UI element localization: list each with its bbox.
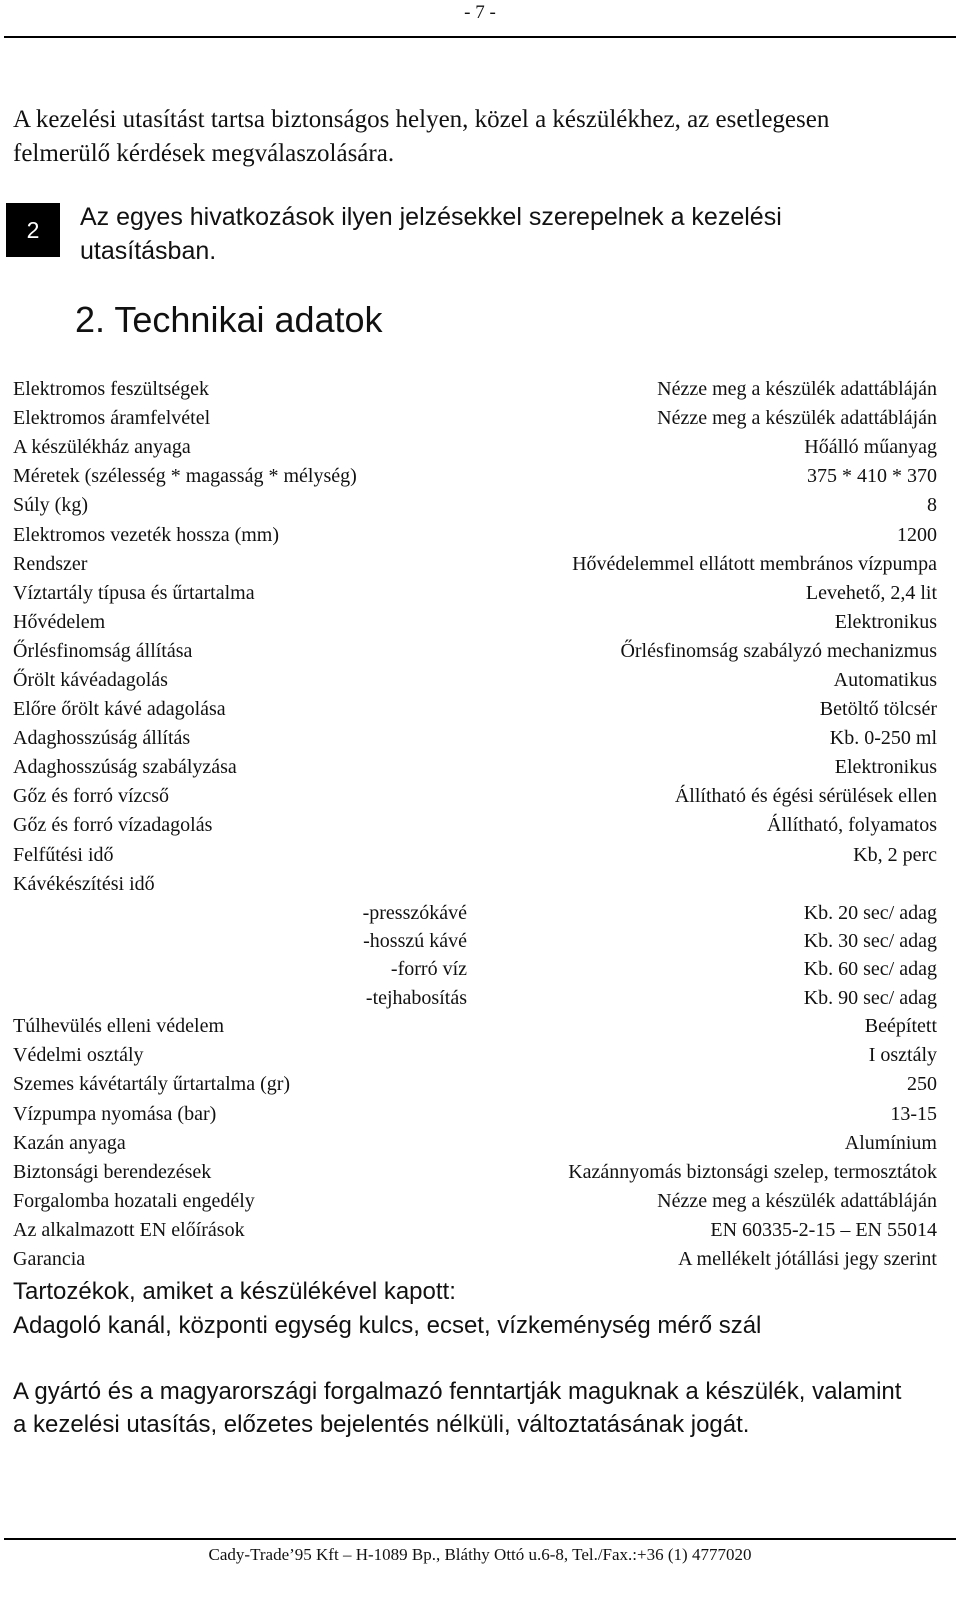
spec-row [13, 1187, 937, 1216]
spec-value: EN 60335-2-15 – EN 55014 [710, 1218, 937, 1241]
spec-table [13, 375, 937, 1274]
spec-value: Alumínium [844, 1131, 937, 1154]
spec-label: Víztartály típusa és űrtartalma [13, 581, 255, 604]
spec-label: Az alkalmazott EN előírások [13, 1218, 245, 1241]
spec-label: A készülékház anyaga [13, 436, 191, 459]
brew-time-label: -hosszú kávé [363, 930, 467, 953]
spec-row [13, 404, 937, 433]
spec-value: Állítható, folyamatos [767, 814, 937, 837]
spec-value: 8 [927, 494, 937, 517]
brew-time-value: Kb. 30 sec/ adag [803, 930, 937, 953]
spec-label: Adaghosszúság szabályzása [13, 756, 237, 779]
spec-row [13, 695, 937, 724]
spec-row [13, 637, 937, 666]
intro-paragraph: A kezelési utasítást tartsa biztonságos helyen, közel a készülékhez, az esetlegesen felmerülő kérdések megválaszolására. [13, 106, 830, 167]
spec-row [13, 782, 937, 811]
spec-label: Őrölt kávéadagolás [13, 668, 168, 691]
spec-row [13, 1100, 937, 1129]
spec-value: 1200 [897, 523, 937, 546]
spec-label: Adaghosszúság állítás [13, 727, 191, 750]
spec-value: Automatikus [833, 668, 937, 691]
brew-time-value: Kb. 20 sec/ adag [803, 901, 937, 924]
spec-value: 13-15 [890, 1102, 937, 1125]
spec-row [13, 870, 937, 899]
spec-label: Túlhevülés elleni védelem [13, 1015, 225, 1038]
spec-row [13, 811, 937, 840]
spec-row [13, 579, 937, 608]
accessories-text: Adagoló kanál, központi egység kulcs, ecset, vízkeménység mérő szál [13, 1312, 762, 1339]
spec-row [13, 608, 937, 637]
spec-row [13, 462, 937, 491]
footer-contact: Cady-Trade’95 Kft – H-1089 Bp., Bláthy Ottó u.6-8, Tel./Fax.:+36 (1) 4777020 [208, 1545, 752, 1564]
brew-time-row [13, 899, 937, 927]
spec-value: A mellékelt jótállási jegy szerint [678, 1248, 937, 1271]
spec-value: Hőálló műanyag [804, 436, 937, 459]
brew-time-row [13, 955, 937, 983]
spec-row [13, 1158, 937, 1187]
spec-value: Kb. 0-250 ml [829, 727, 937, 750]
spec-label: Forgalomba hozatali engedély [13, 1189, 255, 1212]
spec-row [13, 666, 937, 695]
spec-value: 375 * 410 * 370 [807, 465, 937, 488]
spec-group-main [13, 375, 937, 899]
spec-row [13, 841, 937, 870]
spec-value: Hővédelemmel ellátott membrános vízpumpa [572, 552, 937, 575]
spec-label: Vízpumpa nyomása (bar) [13, 1102, 217, 1125]
spec-value: Kb, 2 perc [853, 843, 937, 866]
spec-row [13, 433, 937, 462]
spec-label: Rendszer [13, 552, 88, 575]
spec-value: 250 [907, 1073, 937, 1096]
spec-value: Elektronikus [834, 610, 937, 633]
brew-time-label: -tejhabosítás [365, 986, 467, 1009]
spec-label: Felfűtési idő [13, 843, 114, 866]
spec-row [13, 520, 937, 549]
spec-row [13, 1012, 937, 1041]
spec-label: Előre őrölt kávé adagolása [13, 698, 226, 721]
spec-row [13, 1041, 937, 1070]
spec-label: Gőz és forró vízcső [13, 785, 170, 808]
spec-row [13, 753, 937, 782]
spec-value: Őrlésfinomság szabályzó mechanizmus [620, 639, 937, 662]
spec-label: Elektromos áramfelvétel [13, 407, 211, 430]
spec-value: Nézze meg a készülék adattábláján [657, 1189, 937, 1212]
spec-label: Garancia [13, 1248, 86, 1271]
section-heading: 2. Technikai adatok [75, 299, 383, 340]
spec-value: Nézze meg a készülék adattábláján [657, 378, 937, 401]
spec-label: Gőz és forró vízadagolás [13, 814, 213, 837]
spec-value: Állítható és égési sérülések ellen [674, 785, 937, 808]
spec-label: Kazán anyaga [13, 1131, 126, 1154]
spec-row [13, 724, 937, 753]
accessories-title: Tartozékok, amiket a készülékével kapott: [13, 1278, 456, 1305]
spec-row [13, 1216, 937, 1245]
brew-time-value: Kb. 60 sec/ adag [803, 958, 937, 981]
brew-time-row [13, 984, 937, 1012]
spec-label: Védelmi osztály [13, 1044, 144, 1067]
spec-row [13, 1070, 937, 1099]
spec-value: Nézze meg a készülék adattábláján [657, 407, 937, 430]
brew-time-label: -forró víz [390, 958, 467, 981]
spec-row [13, 550, 937, 579]
spec-label: Súly (kg) [13, 494, 88, 517]
brew-time-value: Kb. 90 sec/ adag [803, 986, 937, 1009]
spec-label: Szemes kávétartály űrtartalma (gr) [13, 1073, 291, 1096]
brew-time-label: -presszókávé [362, 901, 467, 924]
spec-label: Kávékészítési idő [13, 872, 155, 895]
spec-value: Elektronikus [834, 756, 937, 779]
spec-label: Biztonsági berendezések [13, 1160, 212, 1183]
spec-label: Hővédelem [13, 610, 106, 633]
note-badge: 2 [6, 203, 60, 257]
brew-time-row [13, 927, 937, 955]
bottom-divider [4, 1538, 956, 1540]
note-text: Az egyes hivatkozások ilyen jelzésekkel szerepelnek a kezelési utasításban. [80, 203, 782, 265]
page-number: - 7 - [464, 2, 496, 23]
spec-label: Méretek (szélesség * magasság * mélység) [13, 465, 357, 488]
spec-label: Őrlésfinomság állítása [13, 639, 193, 662]
spec-row [13, 1129, 937, 1158]
disclaimer-paragraph: A gyártó és a magyarországi forgalmazó fenntartják maguknak a készülék, valamint a kezelési utasítás, előzetes bejelentés nélküli, változtatásának jogát. [13, 1378, 902, 1438]
spec-value: Betöltő tölcsér [819, 698, 937, 721]
spec-group-brew-times [13, 899, 937, 1013]
spec-value: Beépített [864, 1015, 937, 1038]
spec-value: I osztály [868, 1044, 937, 1067]
spec-label: Elektromos feszültségek [13, 378, 210, 401]
spec-row [13, 375, 937, 404]
top-divider [4, 36, 956, 38]
spec-group-extra [13, 1012, 937, 1274]
spec-value: Kazánnyomás biztonsági szelep, termosztátok [568, 1160, 937, 1183]
spec-row [13, 491, 937, 520]
spec-value: Levehető, 2,4 lit [805, 581, 937, 604]
spec-label: Elektromos vezeték hossza (mm) [13, 523, 280, 546]
spec-row [13, 1245, 937, 1274]
